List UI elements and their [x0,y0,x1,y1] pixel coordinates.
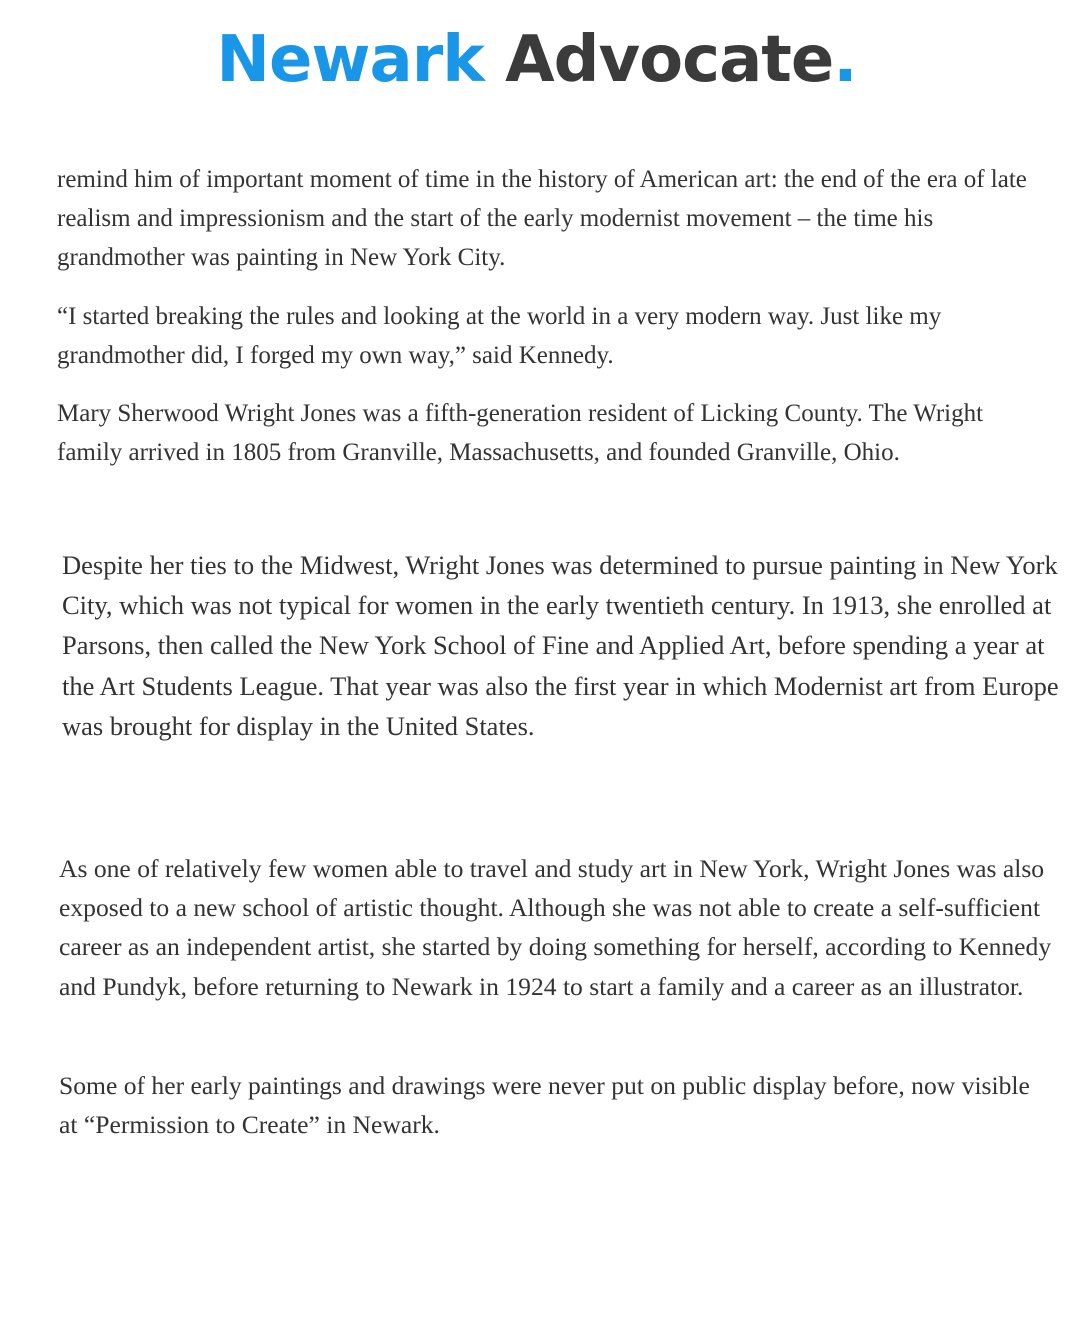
masthead-logo [0,20,1073,100]
article-paragraph: “I started breaking the rules and looking at the world in a very modern way. Just like my grandmother did, I forged my own way,” said Kennedy. [57,303,942,369]
article-paragraph: remind him of important moment of time in the history of American art: the end of the era of late realism and impressionism and the start of the early modernist movement – the time his grandmother was painting in New York City. [57,166,1027,271]
article-paragraph: As one of relatively few women able to travel and study art in New York, Wright Jones was also exposed to a new school of artistic thought. Although she was not able to create a self-sufficient career as an independent artist, she started by doing something for herself, according to Kennedy and Pundyk, before returning to Newark in 1924 to start a family and a career as an illustrator. [59,854,1052,1001]
logo-word-newark: Newark [216,23,484,97]
article-paragraph: Some of her early paintings and drawings were never put on public display before, now visible at “Permission to Create” in Newark. [59,1071,1030,1140]
logo-word-advocate: Advocate [505,23,834,97]
article-paragraph: Despite her ties to the Midwest, Wright Jones was determined to pursue painting in New York City, which was not typical for women in the early twentieth century. In 1913, she enrolled at Parsons, then called the New York School of Fine and Applied Art, before spending a year at the Art Students League. That year was also the first year in which Modernist art from Europe was brought for display in the United States. [62,550,1059,741]
logo-dot: . [833,23,857,97]
article-paragraph: Mary Sherwood Wright Jones was a fifth-generation resident of Licking County. The Wright family arrived in 1805 from Granville, Massachusetts, and founded Granville, Ohio. [57,400,984,466]
